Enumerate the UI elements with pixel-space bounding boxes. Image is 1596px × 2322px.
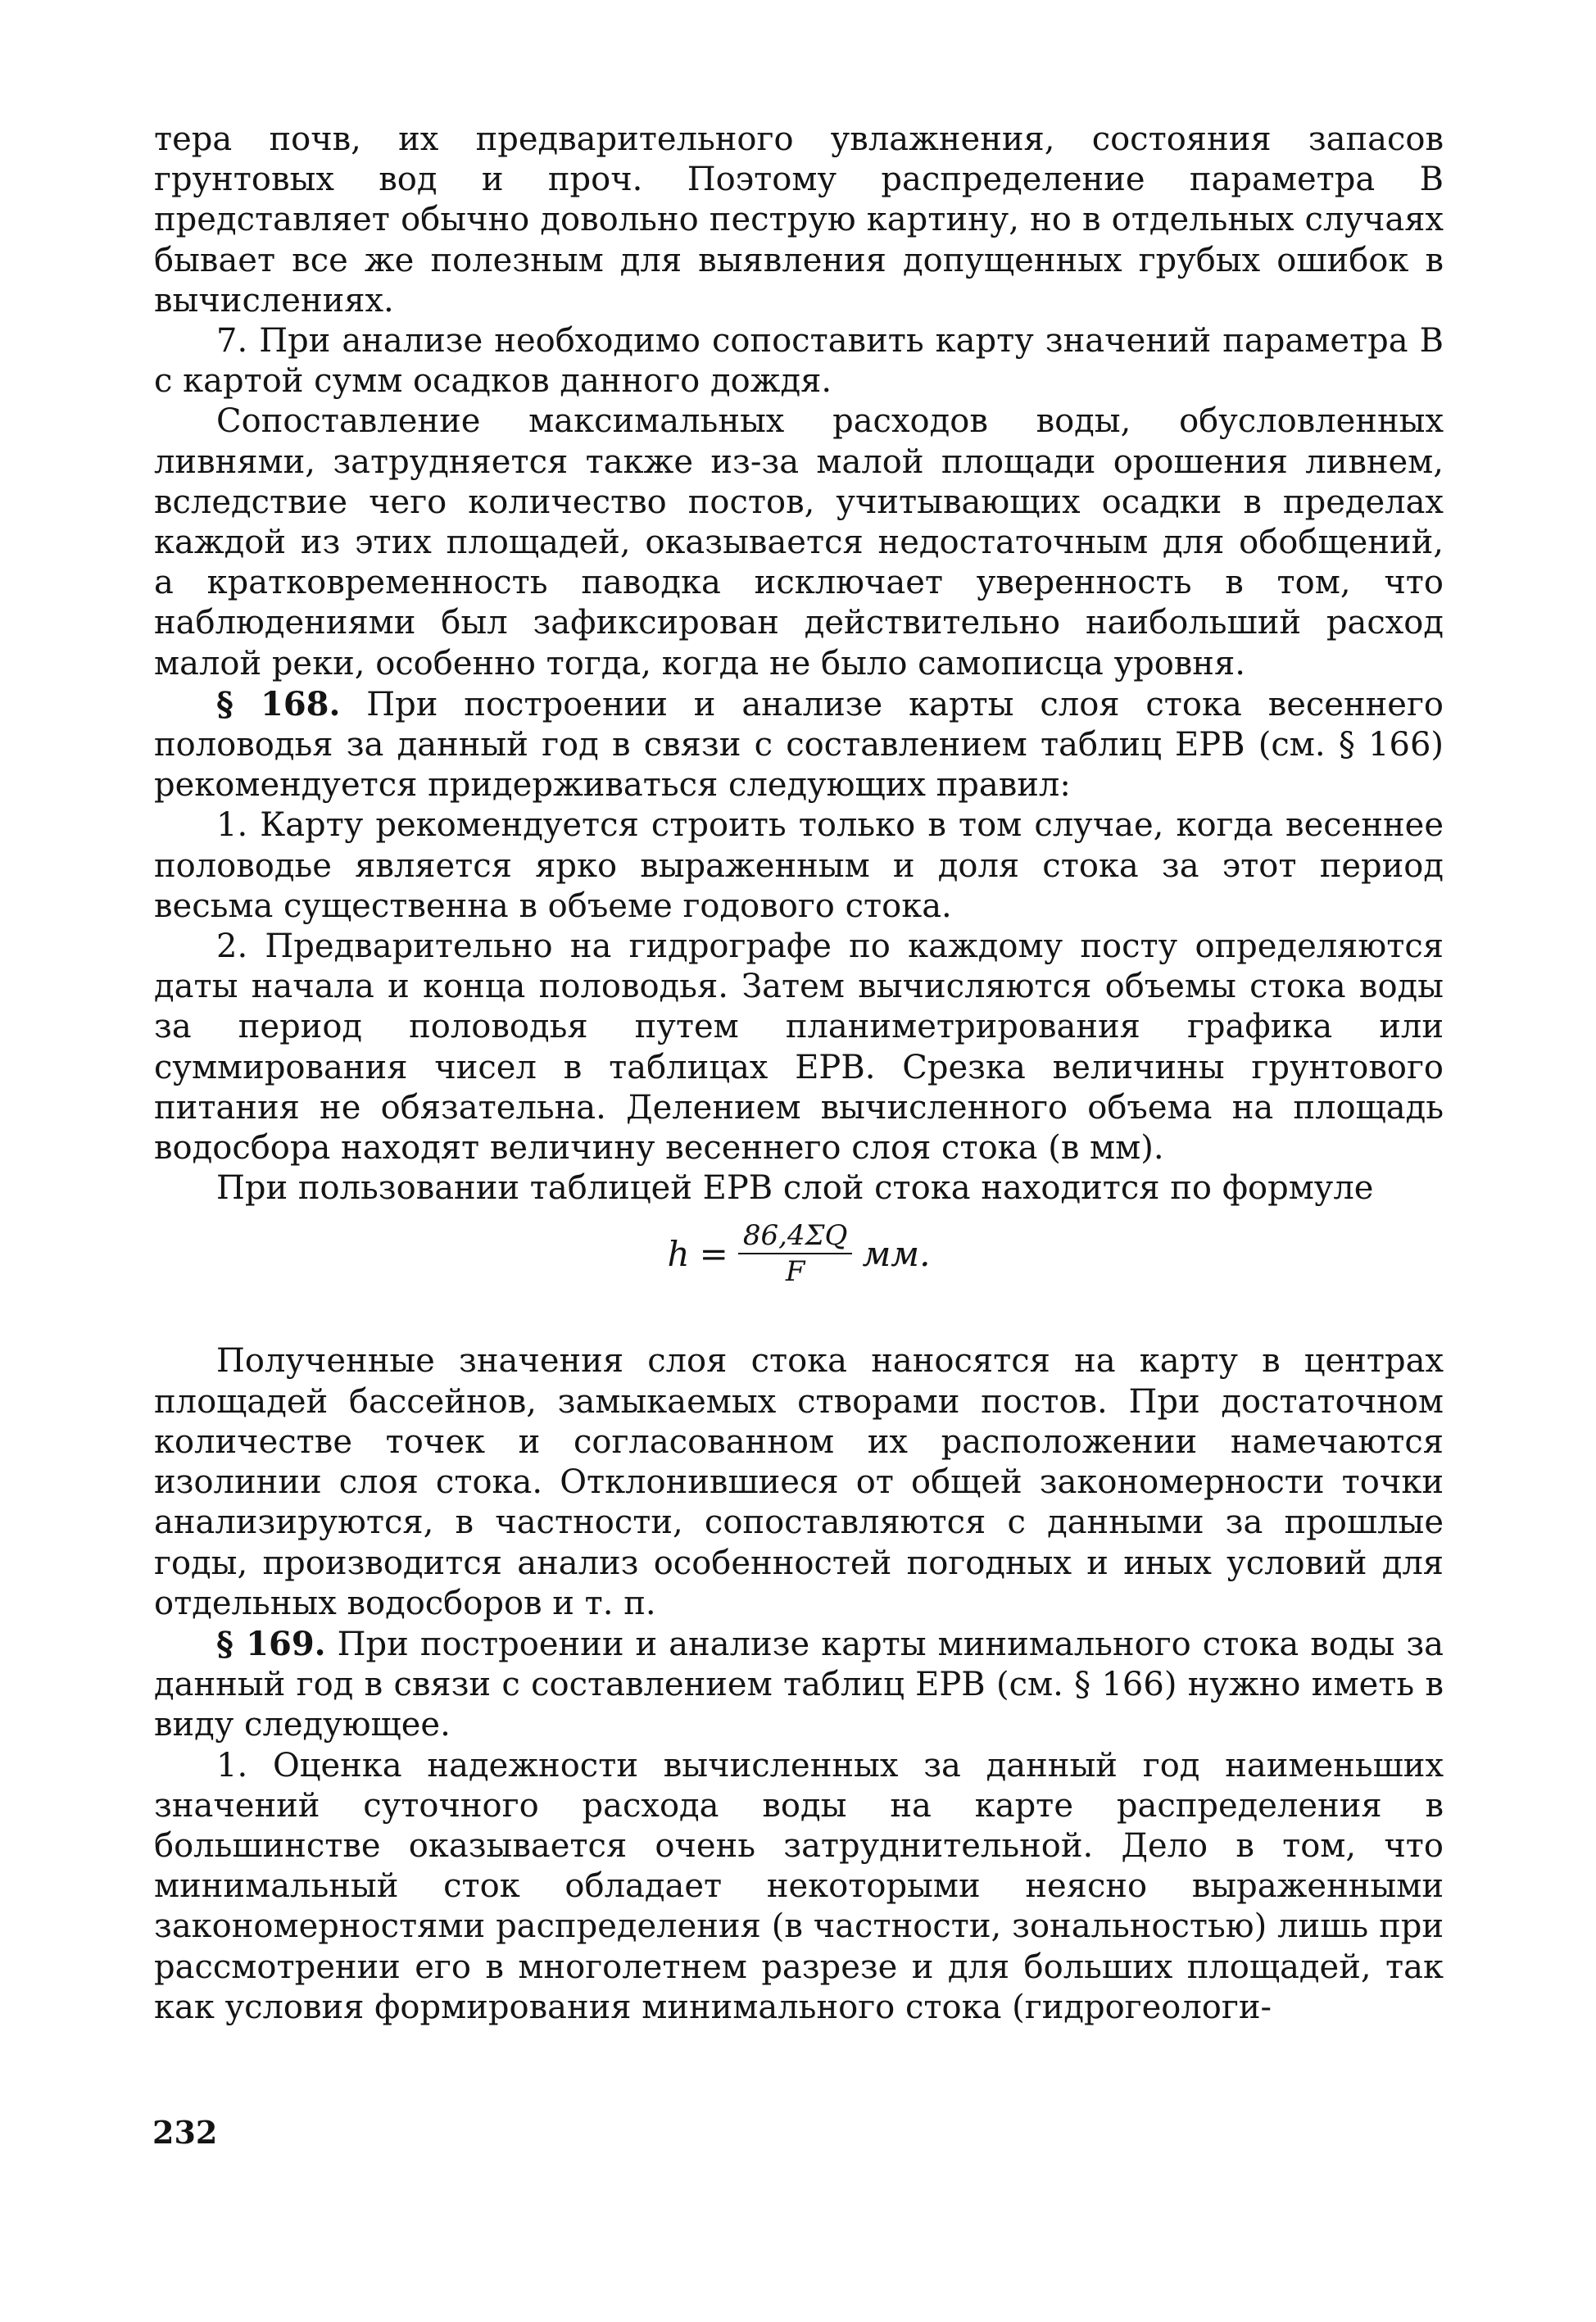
paragraph-section-169	[154, 1624, 1444, 1746]
formula-fraction	[738, 1220, 853, 1287]
paragraph-8: Полученные значения слоя стока наносятся на карту в центрах площадей бассейнов, замыкаемых створами постов. При достаточном количестве точек и согласованном их расположении намечаются изолинии слоя стока. Отклонившиеся от общей закономерности точки анализируются, в частности, сопоставляются с данными за прошлые годы, производится анализ особенностей погодных и иных условий для отдельных водосборов и т. п.	[154, 1342, 1444, 1622]
runoff-formula	[154, 1220, 1444, 1299]
formula-denominator: F	[785, 1255, 805, 1289]
section-169-label: § 169.	[216, 1624, 326, 1663]
paragraph-rule-1: 1. Карту рекомендуется строить только в том случае, когда весеннее половодье является ярко выраженным и доля стока за этот период весьма существенна в объеме годового стока.	[154, 806, 1444, 925]
paragraph-2: 7. При анализе необходимо сопоставить карту значений параметра B с картой сумм осадков данного дождя.	[154, 322, 1444, 401]
paragraph-section-168	[154, 684, 1444, 806]
page-body	[154, 120, 1444, 2028]
paragraph-3: Сопоставление максимальных расходов воды, обусловленных ливнями, затрудняется также из-за малой площади орошения ливнем, вследствие чего количество постов, учитывающих осадки в пределах каждой из этих площадей, оказывается недостаточным для обобщений, а кратковременность паводка исключает уверенность в том, что наблюдениями был зафиксирован действительно наибольший расход малой реки, особенно тогда, когда не было самописца уровня.	[154, 402, 1444, 683]
formula-unit: мм.	[862, 1233, 931, 1274]
paragraph-10: 1. Оценка надежности вычисленных за данный год наименьших значений суточного расхода воды на карте распределения в большинстве оказывается очень затруднительной. Дело в том, что минимальный сток обладает некоторыми неясно выраженными закономерностями распределения (в частности, зональностью) лишь при рассмотрении его в многолетнем разрезе и для больших площадей, так как условия формирования минимального стока (гидрогеологи-	[154, 1746, 1444, 2026]
paragraph-rule-2: 2. Предварительно на гидрографе по каждому посту определяются даты начала и конца половодья. Затем вычисляются объемы стока воды за период половодья путем планиметрирования графика или суммирования чисел в таблицах ЕРВ. Срезка величины грунтового питания не обязательна. Делением вычисленного объема на площадь водосбора находят величину весеннего слоя стока (в мм).	[154, 927, 1444, 1168]
formula-lhs: h	[667, 1233, 690, 1274]
section-168-label: § 168.	[216, 684, 341, 723]
formula-numerator: 86,4ΣQ	[738, 1220, 853, 1254]
formula-equals: =	[699, 1233, 728, 1274]
section-168-text: При построении и анализе карты слоя стока весеннего половодья за данный год в связи с составлением таблиц ЕРВ (см. § 166) рекомендуется придерживаться следующих правил:	[154, 685, 1444, 805]
section-169-text: При построении и анализе карты минимального стока воды за данный год в связи с составлением таблиц ЕРВ (см. § 166) нужно иметь в виду следующее.	[154, 1625, 1444, 1744]
paragraph-1: тера почв, их предварительного увлажнения, состояния запасов грунтовых вод и проч. Поэтому распределение параметра B представляет обычно довольно пеструю картину, но в отдельных случаях бывает все же полезным для выявления допущенных грубых ошибок в вычислениях.	[154, 120, 1444, 320]
paragraph-formula-intro: При пользовании таблицей ЕРВ слой стока находится по формуле	[216, 1169, 1374, 1208]
page-number: 232	[152, 2114, 218, 2151]
